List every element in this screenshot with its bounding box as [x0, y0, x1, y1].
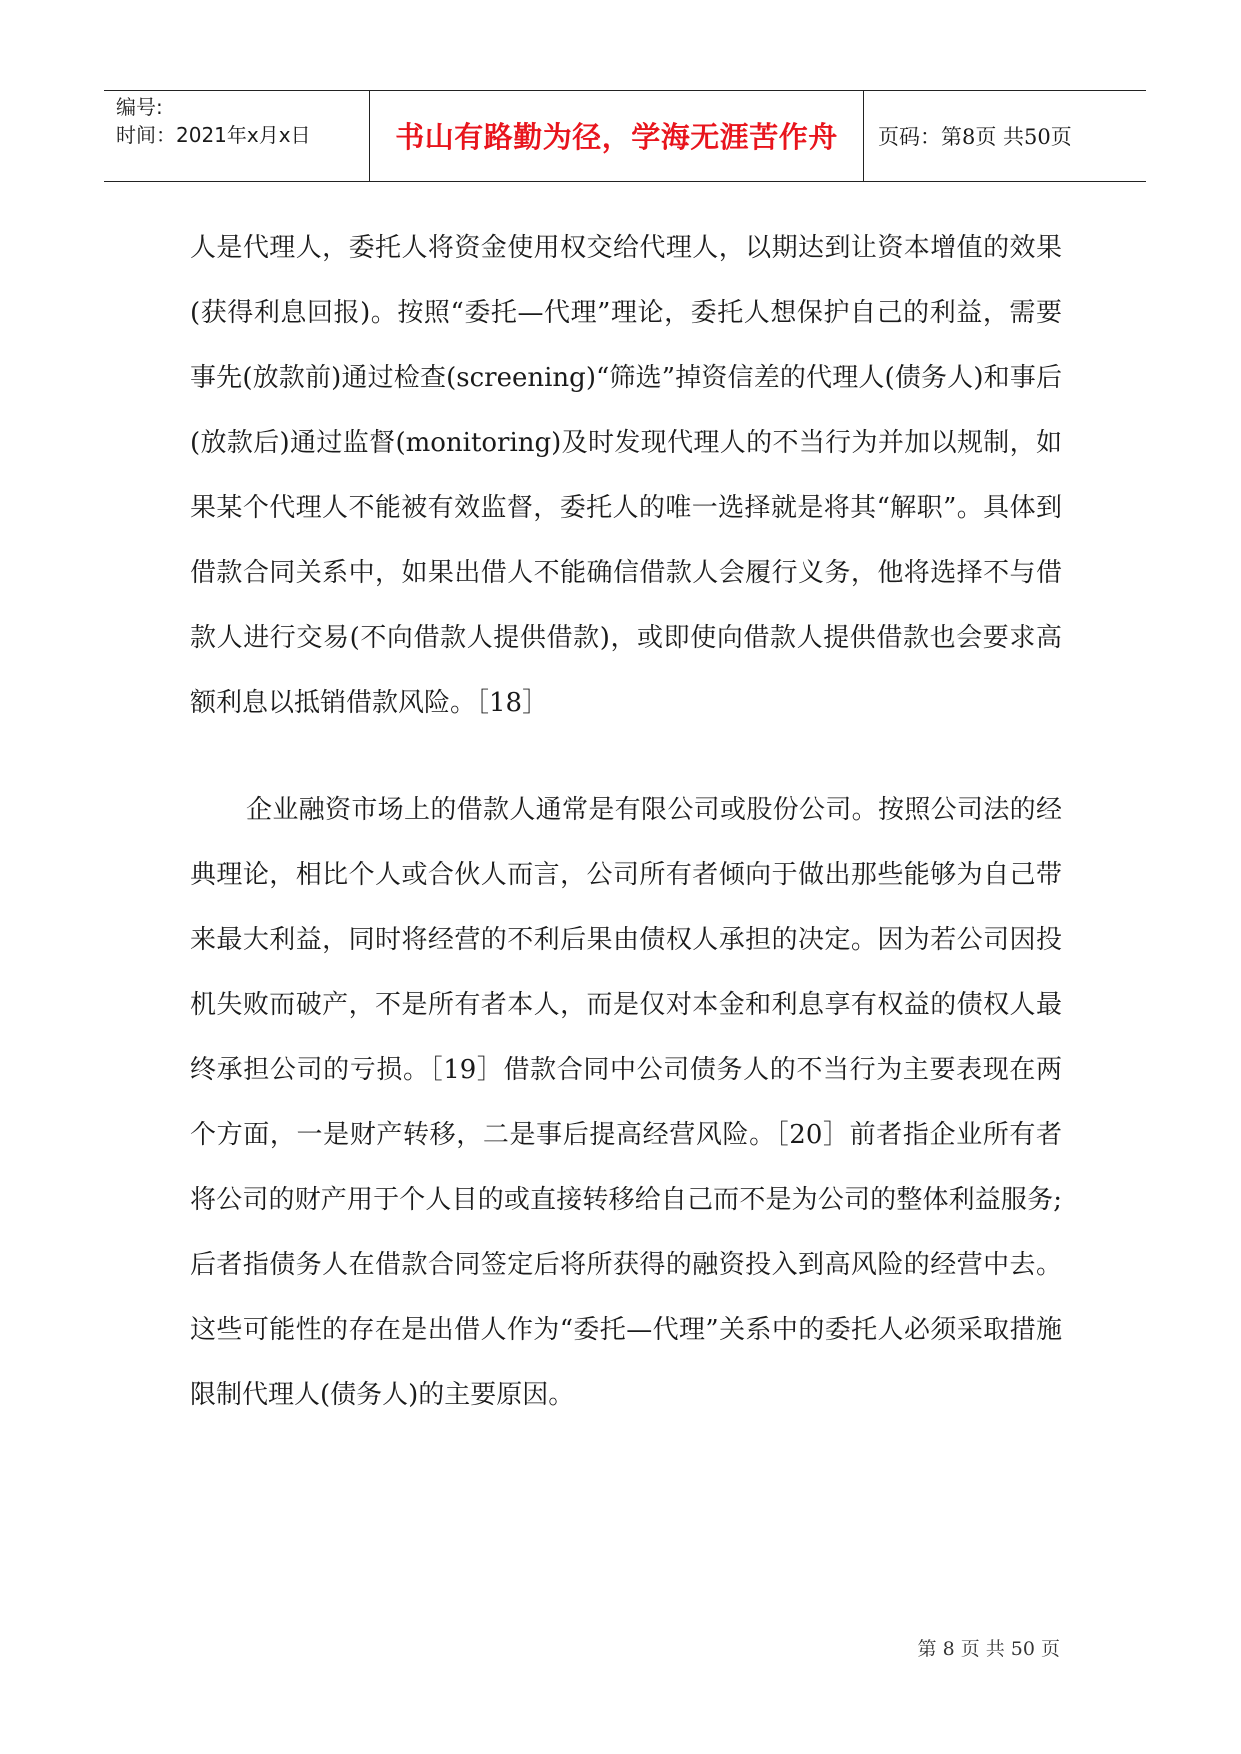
document-body — [190, 216, 1062, 1428]
page-info-text: 页码：第8页 共50页 — [878, 125, 1072, 149]
code-label: 编号: — [116, 95, 163, 119]
footer-page-number: 第 8 页 共 50 页 — [917, 1638, 1060, 1660]
header-page-info — [864, 91, 1146, 181]
paragraph-1: 人是代理人，委托人将资金使用权交给代理人，以期达到让资本增值的效果(获得利息回报)。按照“委托—代理”理论，委托人想保护自己的利益，需要事先(放款前)通过检查(screening)“筛选”掉资信差的代理人(债务人)和事后(放款后)通过监督(monitoring)及时发现代理人的不当行为并加以规制，如果某个代理人不能被有效监督，委托人的唯一选择就是将其“解职”。具体到借款合同关系中，如果出借人不能确信借款人会履行义务，他将选择不与借款人进行交易(不向借款人提供借款)，或即使向借款人提供借款也会要求高额利息以抵销借款风险。［18］ — [190, 233, 1062, 718]
header-motto-cell — [370, 91, 864, 181]
paragraph-2: 企业融资市场上的借款人通常是有限公司或股份公司。按照公司法的经典理论，相比个人或合伙人而言，公司所有者倾向于做出那些能够为自己带来最大利益，同时将经营的不利后果由债权人承担的决定。因为若公司因投机失败而破产，不是所有者本人，而是仅对本金和利息享有权益的债权人最终承担公司的亏损。［19］借款合同中公司债务人的不当行为主要表现在两个方面，一是财产转移，二是事后提高经营风险。［20］前者指企业所有者将公司的财产用于个人目的或直接转移给自己而不是为公司的整体利益服务;后者指债务人在借款合同签定后将所获得的融资投入到高风险的经营中去。这些可能性的存在是出借人作为“委托—代理”关系中的委托人必须采取措施限制代理人(债务人)的主要原因。 — [190, 795, 1062, 1410]
paragraph-gap — [190, 736, 1062, 778]
header-meta — [104, 91, 370, 181]
page-footer — [0, 1634, 1060, 1661]
time-label: 时间：2021年x月x日 — [116, 123, 311, 147]
motto-text: 书山有路勤为径，学海无涯苦作舟 — [395, 120, 838, 154]
document-header — [104, 90, 1146, 182]
